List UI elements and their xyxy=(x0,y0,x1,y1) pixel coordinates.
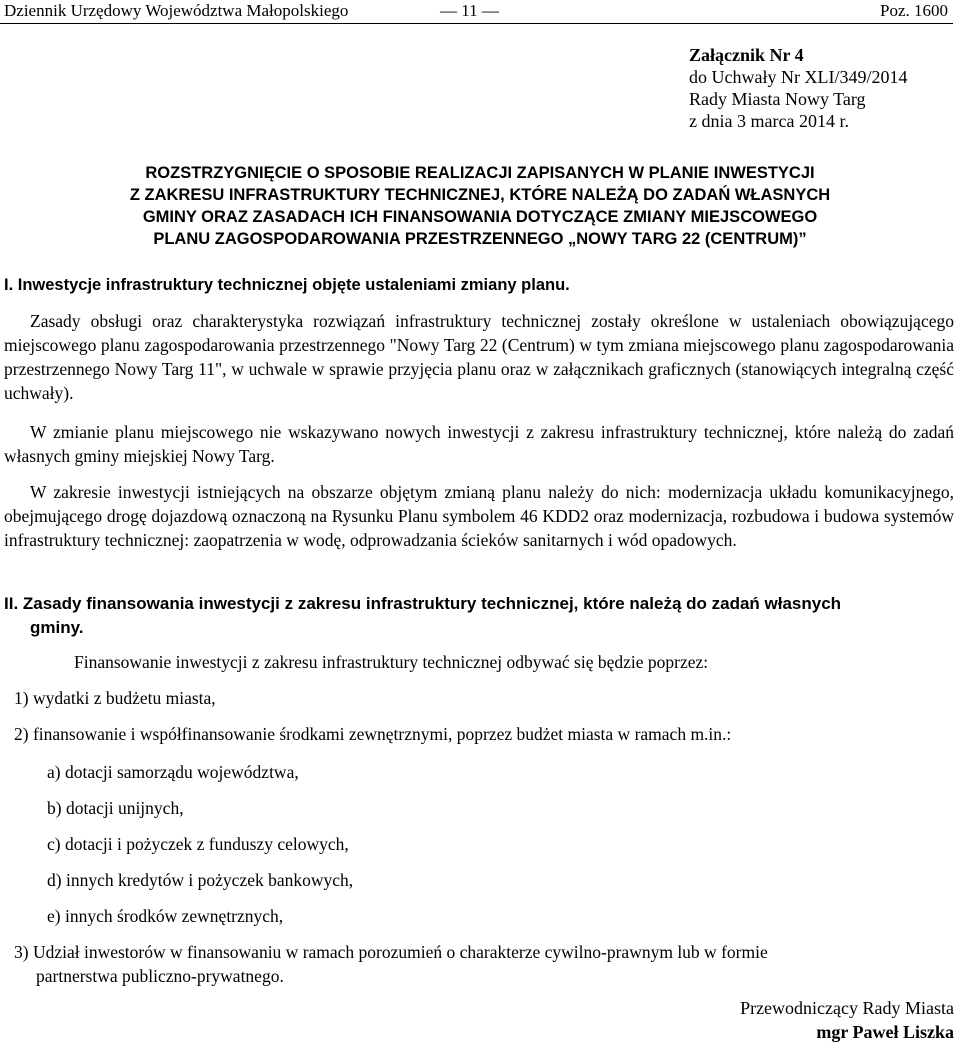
list-item-line: 3) Udział inwestorów w finansowaniu w ramach porozumień o charakterze cywilno-prawnym lub w formie xyxy=(14,942,768,962)
signature-role: Przewodniczący Rady Miasta xyxy=(740,998,954,1018)
section-2-heading xyxy=(4,592,954,640)
list-item: 1) wydatki z budżetu miasta, xyxy=(14,688,216,708)
sub-list-item: a) dotacji samorządu województwa, xyxy=(47,762,299,782)
journal-name: Dziennik Urzędowy Województwa Małopolskiego xyxy=(4,1,349,20)
title-line: ROZSTRZYGNIĘCIE O SPOSOBIE REALIZACJI ZAPISANYCH W PLANIE INWESTYCJI xyxy=(145,164,815,182)
sub-list-item: e) innych środków zewnętrznych, xyxy=(47,906,284,926)
section-1-paragraph-3: W zakresie inwestycji istniejących na obszarze objętym zmianą planu należy do nich: modernizacja układu komunikacyjnego, obejmującego drogę dojazdową oznaczoną na Rysunku Planu symbolem 46 KDD2 oraz modernizacja, rozbudowa i budowa systemów infrastruktury technicznej: zaopatrzenia w wodę, odprowadzania ścieków sanitarnych i wód opadowych. xyxy=(4,482,954,550)
annex-resolution: do Uchwały Nr XLI/349/2014 xyxy=(689,67,908,87)
sub-list-item: b) dotacji unijnych, xyxy=(47,798,184,818)
annex-council: Rady Miasta Nowy Targ xyxy=(689,89,866,109)
title-line: Z ZAKRESU INFRASTRUKTURY TECHNICZNEJ, KTÓRE NALEŻĄ DO ZADAŃ WŁASNYCH xyxy=(129,186,831,204)
list-item xyxy=(14,940,954,988)
annex-block xyxy=(689,44,907,132)
document-title xyxy=(0,162,960,250)
section-1-paragraph-1: Zasady obsługi oraz charakterystyka rozwiązań infrastruktury technicznej zostały określone w ustaleniach obowiązującego miejscowego planu zagospodarowania przestrzennego "Nowy Targ 22 (Centrum) w tym zmiana miejscowego planu zagospodarowania przestrzennego Nowy Targ 11", w uchwale w sprawie przyjęcia planu oraz w załącznikach graficznych (stanowiących integralną część uchwały). xyxy=(4,311,954,403)
section-2-heading-line: II. Zasady finansowania inwestycji z zakresu infrastruktury technicznej, które należą do zadań własnych xyxy=(4,594,842,613)
section-1-paragraph-2: W zmianie planu miejscowego nie wskazywano nowych inwestycji z zakresu infrastruktury technicznej, które należą do zadań własnych gminy miejskiej Nowy Targ. xyxy=(4,422,954,466)
section-1-heading: I. Inwestycje infrastruktury technicznej objęte ustaleniami zmiany planu. xyxy=(4,276,570,294)
page-number: — 11 — xyxy=(440,1,499,20)
signature-name: mgr Paweł Liszka xyxy=(816,1022,954,1042)
header-rule xyxy=(0,23,953,24)
section-2-heading-line: gminy. xyxy=(30,618,84,637)
sub-list-item: d) innych kredytów i pożyczek bankowych, xyxy=(47,870,354,890)
sub-list-item: c) dotacji i pożyczek z funduszy celowych, xyxy=(47,834,349,854)
list-item: 2) finansowanie i współfinansowanie środkami zewnętrznymi, poprzez budżet miasta w ramach m.in.: xyxy=(14,724,732,744)
signature-block xyxy=(740,996,954,1044)
annex-title: Załącznik Nr 4 xyxy=(689,45,804,65)
page-header xyxy=(4,0,948,22)
annex-date: z dnia 3 marca 2014 r. xyxy=(689,111,849,131)
financing-intro: Finansowanie inwestycji z zakresu infrastruktury technicznej odbywać się będzie poprzez: xyxy=(74,652,709,672)
title-line: PLANU ZAGOSPODAROWANIA PRZESTRZENNEGO „NOWY TARG 22 (CENTRUM)” xyxy=(153,230,807,248)
title-line: GMINY ORAZ ZASADACH ICH FINANSOWANIA DOTYCZĄCE ZMIANY MIEJSCOWEGO xyxy=(142,208,818,226)
list-item-line: partnerstwa publiczno-prywatnego. xyxy=(36,966,284,986)
position-number: Poz. 1600 xyxy=(880,1,948,20)
